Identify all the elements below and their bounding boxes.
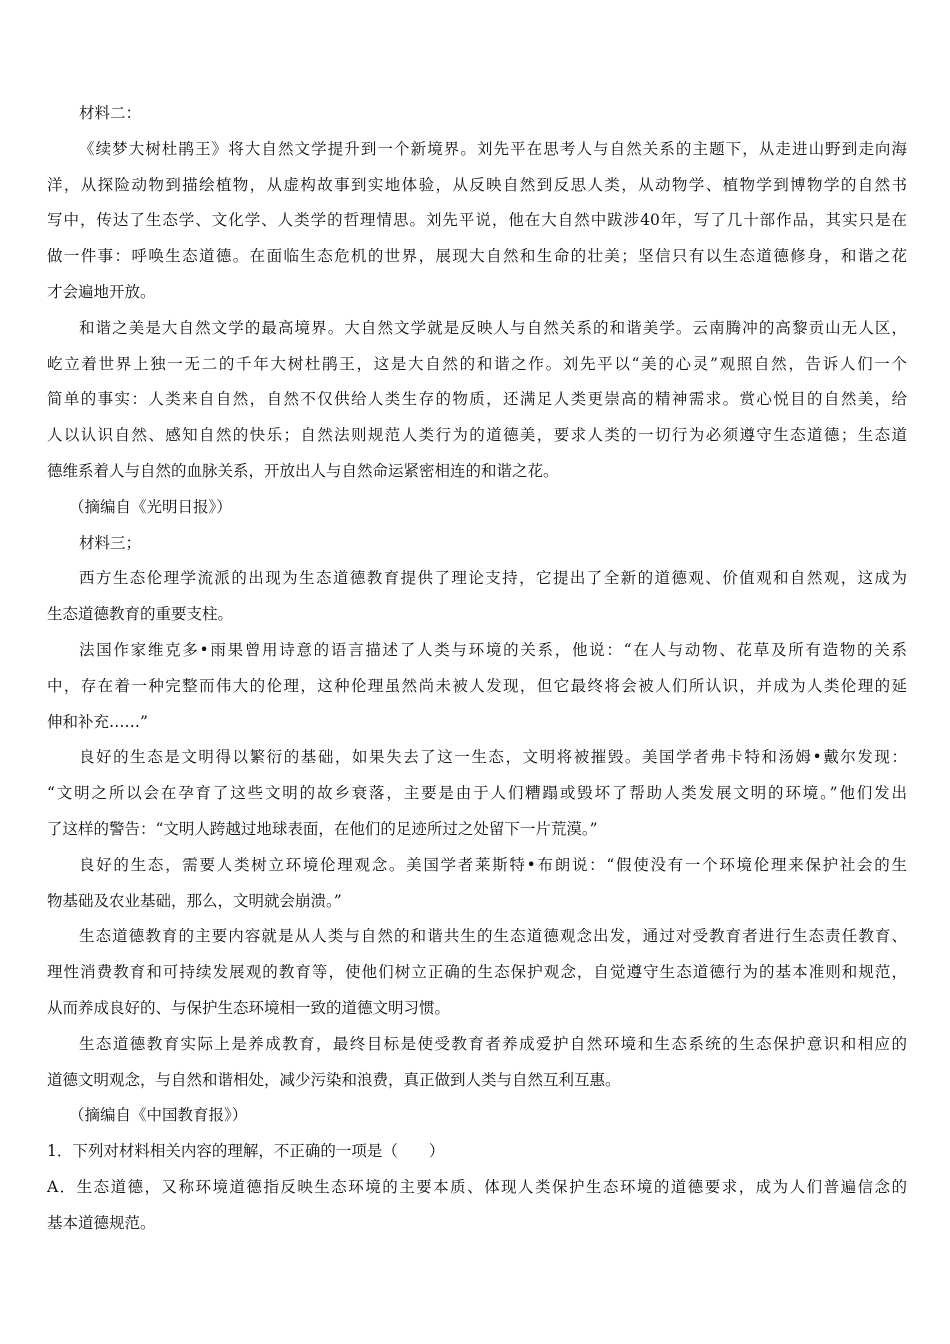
option-line: A．生态道德，又称环境道德指反映生态环境的主要本质、体现人类保护生态环境的道德要求，成为人们普遍信念的 <box>47 1177 907 1196</box>
material-2-paragraph-2 <box>47 311 907 490</box>
paragraph-line: 和谐之美是大自然文学的最高境界。大自然文学就是反映人与自然关系的和谐美学。云南腾冲的高黎贡山无人区， <box>79 318 907 337</box>
paragraph-line: 伸和补充……” <box>47 712 148 731</box>
option-line: 基本道德规范。 <box>47 1213 156 1232</box>
paragraph-line: 屹立着世界上独一无二的千年大树杜鹃王，这是大自然的和谐之作。刘先平以“美的心灵”观照自然，告诉人们一个 <box>47 354 907 373</box>
paragraph-line: 理性消费教育和可持续发展观的教育等，使他们树立正确的生态保护观念，自觉遵守生态道德行为的基本准则和规范， <box>47 963 907 982</box>
paragraph-line: 生态道德教育的主要内容就是从人类与自然的和谐共生的生态道德观念出发，通过对受教育者进行生态责任教育、 <box>79 927 907 946</box>
paragraph-line: 写中，传达了生态学、文化学、人类学的哲理情思。刘先平说，他在大自然中跋涉40年，写了几十部作品，其实只是在 <box>47 211 907 230</box>
material-3-paragraph-1 <box>47 561 907 633</box>
paragraph-line: 德维系着人与自然的血脉关系，开放出人与自然命运紧密相连的和谐之花。 <box>47 461 559 480</box>
material-2-heading: 材料二： <box>79 104 142 122</box>
paragraph-line: 法国作家维克多•雨果曾用诗意的语言描述了人类与环境的关系，他说：“在人与动物、花草及所有造物的关系 <box>79 640 907 659</box>
material-3-source: （摘编自《中国教育报》） <box>69 1106 248 1125</box>
paragraph-line: 道德文明观念，与自然和谐相处，减少污染和浪费，真正做到人类与自然互利互惠。 <box>47 1070 621 1089</box>
paragraph-line: 良好的生态是文明得以繁衍的基础，如果失去了这一生态，文明将被摧毁。美国学者弗卡特和汤姆•戴尔发现： <box>79 748 907 767</box>
paragraph-line: 简单的事实：人类来自自然，自然不仅供给人类生存的物质，还满足人类更崇高的精神需求。赏心悦目的自然美，给 <box>47 390 907 409</box>
material-2-paragraph-1 <box>47 132 907 311</box>
document-page <box>47 96 907 1242</box>
material-3-paragraph-3 <box>47 740 907 847</box>
question-1-option-a <box>47 1170 907 1242</box>
paragraph-line: 物基础及农业基础，那么，文明就会崩溃。” <box>47 891 342 910</box>
material-3-paragraph-5 <box>47 919 907 1026</box>
paragraph-line: 生态道德教育实际上是养成教育，最终目标是使受教育者养成爱护自然环境和生态系统的生态保护意识和相应的 <box>79 1034 907 1053</box>
paragraph-line: 人以认识自然、感知自然的快乐；自然法则规范人类行为的道德美，要求人类的一切行为必须遵守生态道德；生态道 <box>47 426 907 445</box>
material-3-paragraph-2 <box>47 633 907 740</box>
material-3-heading: 材料三； <box>79 533 142 552</box>
paragraph-line: 良好的生态，需要人类树立环境伦理观念。美国学者莱斯特•布朗说：“假使没有一个环境伦理来保护社会的生 <box>79 855 907 874</box>
paragraph-line: 了这样的警告：“文明人跨越过地球表面，在他们的足迹所过之处留下一片荒漠。” <box>47 819 598 838</box>
paragraph-line: 才会遍地开放。 <box>47 282 156 301</box>
material-2-source: （摘编自《光明日报》） <box>69 497 232 516</box>
paragraph-line: “文明之所以会在孕育了这些文明的故乡衰落，主要是由于人们糟蹋或毁坏了帮助人类发展文明的环境。”他们发出 <box>47 784 907 803</box>
paragraph-line: 生态道德教育的重要支柱。 <box>47 605 234 624</box>
material-3-paragraph-4 <box>47 848 907 920</box>
question-1-stem: 1．下列对材料相关内容的理解，不正确的一项是（ ） <box>47 1142 445 1161</box>
paragraph-line: 从而养成良好的、与保护生态环境相一致的道德文明习惯。 <box>47 998 451 1017</box>
paragraph-line: 西方生态伦理学流派的出现为生态道德教育提供了理论支持，它提出了全新的道德观、价值观和自然观，这成为 <box>79 569 907 588</box>
paragraph-line: 做一件事：呼唤生态道德。在面临生态危机的世界，展现大自然和生命的壮美；坚信只有以生态道德修身，和谐之花 <box>47 247 907 266</box>
paragraph-line: 《续梦大树杜鹃王》将大自然文学提升到一个新境界。刘先平在思考人与自然关系的主题下，从走进山野到走向海 <box>79 139 907 158</box>
paragraph-line: 中，存在着一种完整而伟大的伦理，这种伦理虽然尚未被人发现，但它最终将会被人们所认识，并成为人类伦理的延 <box>47 676 907 695</box>
paragraph-line: 洋，从探险动物到描绘植物，从虚构故事到实地体验，从反映自然到反思人类，从动物学、植物学到博物学的自然书 <box>47 175 907 194</box>
material-3-paragraph-6 <box>47 1027 907 1099</box>
